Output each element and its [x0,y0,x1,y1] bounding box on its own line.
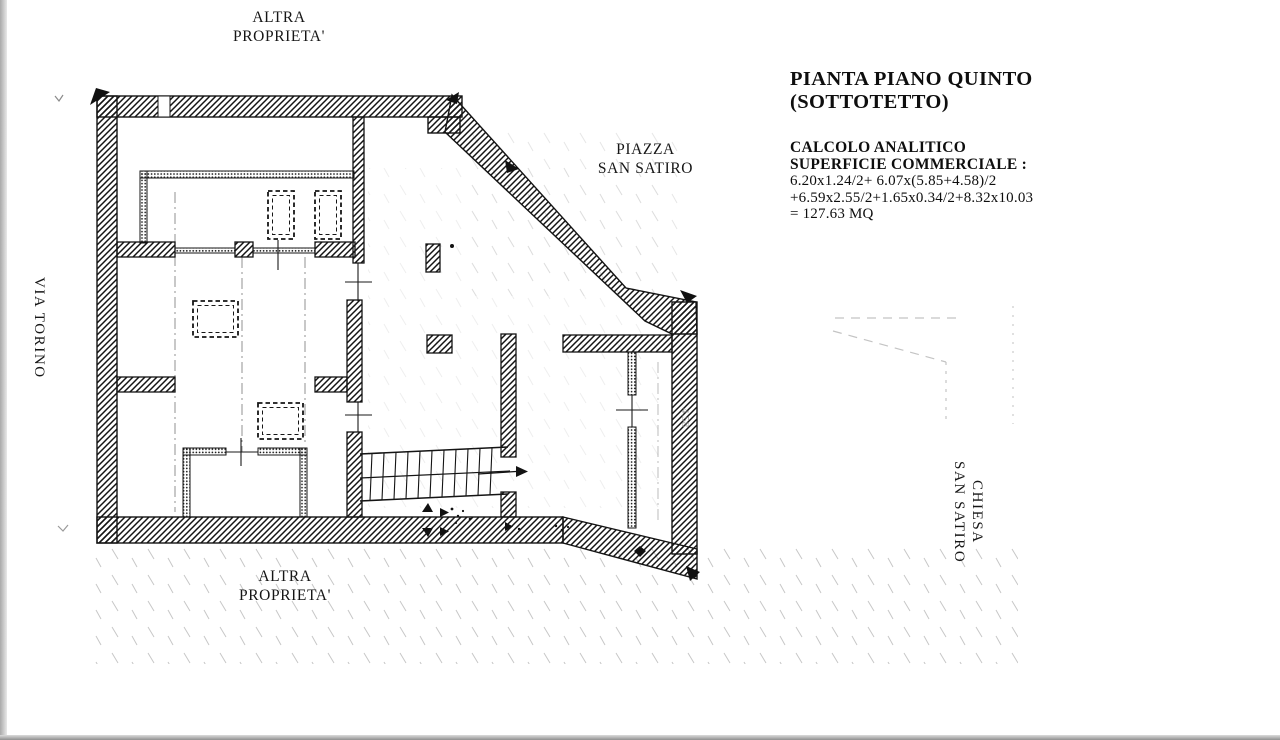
wall-top [97,96,462,117]
wall-spur-left [117,377,175,392]
label-line: PIAZZA [616,141,675,158]
label-line: PROPRIETA' [233,28,325,45]
wall-seg [117,242,175,257]
calc-result: = 127.63 MQ [790,206,874,222]
calc-formula: 6.20x1.24/2+ 6.07x(5.85+4.58)/2 [790,173,997,189]
wall-right [672,302,697,554]
wall-spur-mid [315,377,347,392]
calc-formula: +6.59x2.55/2+1.65x0.34/2+8.32x10.03 [790,189,1034,206]
ghost-lines [833,306,1013,424]
label-line: ALTRA [258,568,312,585]
partition [183,448,226,455]
drawing-title-line2: (SOTTOTETTO) [790,91,949,113]
calc-heading: CALCOLO ANALITICO [790,139,967,156]
skylight [193,301,238,337]
scan-edge-bottom [0,735,1280,740]
partition [140,171,147,243]
wall-center-upper [353,117,364,263]
wall-seg [315,242,355,257]
label-piazza-san-satiro [553,140,738,178]
wall-bottom [97,517,563,543]
faint-dimension: 4.58 [679,408,691,428]
skylight [258,403,303,439]
sill [175,248,235,253]
wall-stair-stub [501,492,516,517]
label-line: CHIESA [969,480,985,544]
partition [300,448,307,517]
pillar [426,244,440,272]
partition [628,427,636,528]
wall-shaft [158,96,170,117]
skylight [315,191,341,239]
partition [628,352,636,395]
wall-left [97,96,117,543]
label-line: PROPRIETA' [239,587,331,604]
wall-spur-right [563,335,672,352]
skylight [268,191,294,239]
partition [140,171,354,178]
sill [253,248,315,253]
label-chiesa-san-satiro [950,442,986,582]
label-line: VIA TORINO [31,277,47,379]
wall-center-mid [347,300,362,402]
calc-block [790,140,1120,223]
wall-center-lower [347,432,362,517]
wall-stair-right [501,334,516,457]
partition [183,448,190,517]
wall-seg [235,242,253,257]
label-via-torino [30,262,48,394]
label-line: SAN SATIRO [951,460,967,564]
label-altra-proprieta-bottom [190,567,380,605]
label-line: ALTRA [252,9,306,26]
label-altra-proprieta-top [184,8,374,46]
title-block [790,68,1120,223]
drawing-title-line1: PIANTA PIANO QUINTO [790,68,1033,90]
pillar [427,335,452,353]
label-line: SAN SATIRO [597,160,694,177]
calc-heading: SUPERFICIE COMMERCIALE : [790,155,1028,173]
skylights [193,191,341,439]
